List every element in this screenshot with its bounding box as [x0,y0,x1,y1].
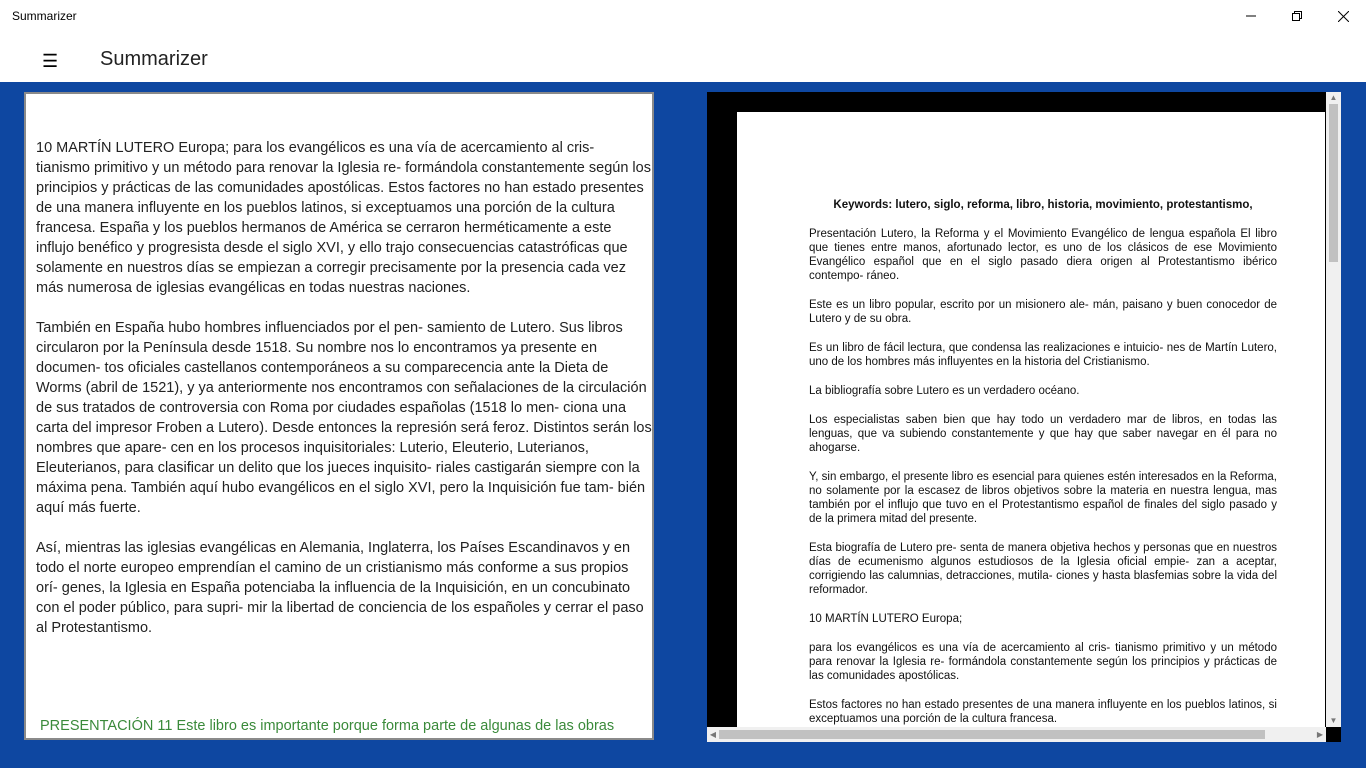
minimize-icon [1246,11,1256,21]
document-paragraph: Presentación Lutero, la Reforma y el Movimiento Evangélico de lengua española El libro que tienes entre manos, afortunado lector, es uno de los clásicos de ese Movimiento Evangélico español que en el siglo pasado diera origen al Protestantismo ibérico contempo- ráneo. [809,228,1277,282]
document-paragraph: 10 MARTÍN LUTERO Europa; [809,613,963,625]
restore-icon [1292,11,1302,21]
document-viewer[interactable] [707,92,1341,742]
close-icon [1338,11,1349,22]
horizontal-scroll-thumb[interactable] [719,730,1265,739]
summary-paragraph: 10 MARTÍN LUTERO Europa; para los evangélicos es una vía de acercamiento al cris- tianismo primitivo y un método para renovar la Iglesia re- formándola constantemente según los principios y prácticas de las comunidades apostólicas. Estos factores no han estado presentes de una manera influyente en los pueblos latinos, si exceptuamos una porción de la cultura francesa. España y los pueblos hermanos de América se cerraron herméticamente a este influjo benéfico y progresista desde el siglo XVI, y ello trajo consecuencias catastróficas que solamente en nuestros días se empiezan a corregir precisamente por la presencia cada vez más numerosa de iglesias evangélicas en todas nuestras naciones. [36,140,651,296]
scroll-down-icon[interactable]: ▼ [1329,716,1338,725]
scroll-right-icon[interactable]: ▶ [1316,730,1324,739]
title-bar [0,0,1366,32]
close-button[interactable] [1320,0,1366,32]
document-text [809,198,1277,730]
summary-paragraph: También en España hubo hombres influenciados por el pen- samiento de Lutero. Sus libros circularon por la Península desde 1518. Su nombre nos lo encontramos ya presente en documen- tos oficiales castellanos contemporáneos a su comparecencia ante la Dieta de Worms (abril de 1521), y ya anteriormente nos encontramos con señalaciones de la circulación de sus tratados de controversia con Roma por ciudades españolas (1518 lo men- ciona una carta del impresor Froben a Lutero). Desde entonces la represión será feroz. Distintos serán los nombres que apare- cen en los procesos inquisitoriales: Luterio, Eleuterio, Luterianos, Eleuterianos, para clasificar un delito que los jueces inquisito- riales castigarán siempre con la máxima pena. También aquí hubo evangélicos en el siglo XVI, pero la Inquisición fue tam- bién aquí más fuerte. [36,320,652,516]
document-paragraph: Es un libro de fácil lectura, que condensa las realizaciones e intuicio- nes de Martín Lutero, uno de los hombres más influyentes en la historia del Cristianismo. [809,342,1277,368]
summary-paragraph: Así, mientras las iglesias evangélicas en Alemania, Inglaterra, los Países Escandinavos y en todo el norte europeo emprendían el camino de un cristianismo más conforme a sus propios orí- genes, la Iglesia en España potenciaba la influencia de la Inquisición, en un concubinato con el poder público, para supri- mir la libertad de conciencia de los españoles y cerrar el paso al Protestantismo. [36,540,644,636]
document-keywords: Keywords: lutero, siglo, reforma, libro, historia, movimiento, protestantismo, [833,199,1253,211]
scroll-up-icon[interactable]: ▲ [1329,93,1338,102]
scrollbar-corner [1326,727,1341,742]
document-paragraph: Estos factores no han estado presentes de una manera influyente en los pueblos latinos, si exceptuamos una porción de la cultura francesa. [809,699,1277,725]
document-page [737,112,1325,730]
summary-footer-line: PRESENTACIÓN 11 Este libro es importante porque forma parte de algunas de las obras [40,718,615,734]
app-title: Summarizer [100,48,208,70]
document-paragraph: La bibliografía sobre Lutero es un verdadero océano. [809,385,1080,397]
vertical-scroll-thumb[interactable] [1329,104,1338,262]
summary-textbox[interactable] [24,92,654,740]
vertical-scrollbar[interactable] [1326,92,1341,727]
horizontal-scrollbar[interactable] [707,727,1326,742]
window-title: Summarizer [12,9,77,23]
document-paragraph: Este es un libro popular, escrito por un misionero ale- mán, paisano y buen conocedor de Lutero y de su obra. [809,299,1277,325]
document-paragraph: para los evangélicos es una vía de acercamiento al cris- tianismo primitivo y un método para renovar la Iglesia re- formándola constantemente según los principios y prácticas de las comunidades apostólicas. [809,642,1277,682]
document-paragraph: Y, sin embargo, el presente libro es esencial para quienes estén interesados en la Reforma, no solamente por la escasez de libros objetivos sobre la materia en nuestra lengua, mas también por el influjo que tuvo en el Protestantismo español de finales del siglo pasado y de la primera mitad del presente. [809,471,1277,525]
document-paragraph: Los especialistas saben bien que hay todo un verdadero mar de libros, en todas las lenguas, que va subiendo constantemente y que hay que saber navegar en él para no ahogarse. [809,414,1277,454]
summary-text [36,138,652,658]
scroll-left-icon[interactable]: ◀ [709,730,717,739]
app-header [0,32,1366,82]
document-paragraph: Esta biografía de Lutero pre- senta de manera objetiva hechos y personas que en nuestros días de ecumenismo algunos estudiosos de la Iglesia oficial empie- zan a aceptar, corrigiendo las calumnias, detracciones, mutila- ciones y hasta blasfemias sobre la vida del reformador. [809,542,1277,596]
hamburger-menu-icon[interactable]: ☰ [42,51,59,71]
restore-button[interactable] [1274,0,1320,32]
minimize-button[interactable] [1228,0,1274,32]
